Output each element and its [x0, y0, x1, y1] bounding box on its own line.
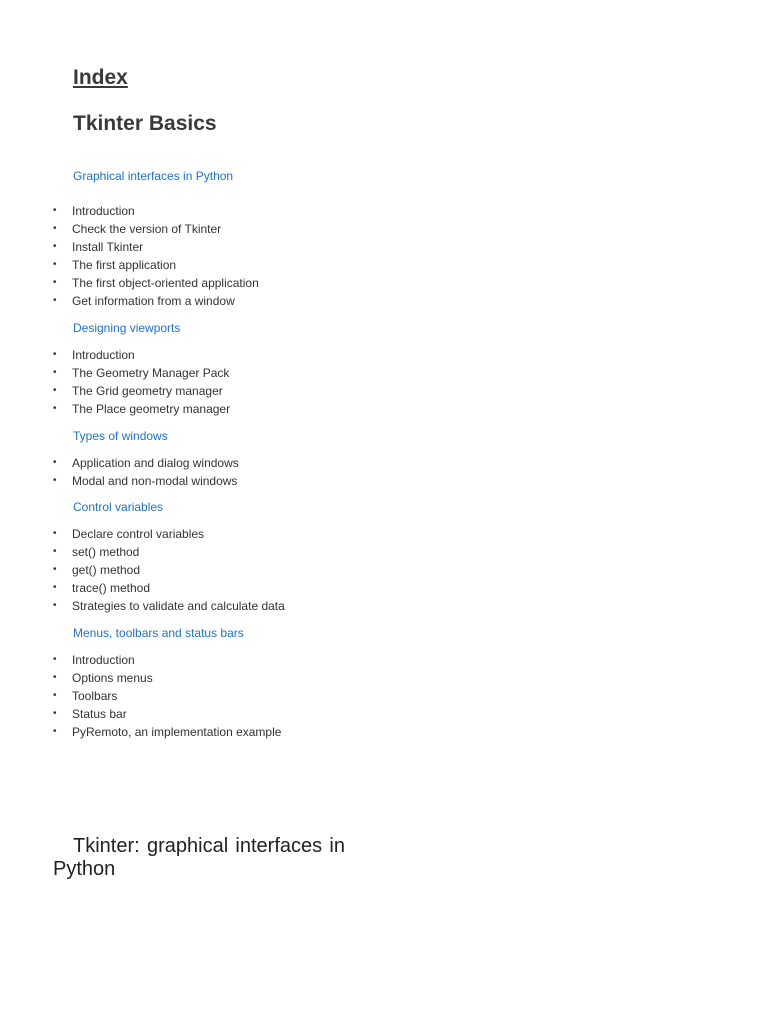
list-item-label: Modal and non-modal windows [72, 474, 238, 488]
section-heading-control-variables[interactable]: Control variables [73, 500, 164, 514]
bullet-icon: • [53, 223, 57, 234]
bullet-icon: • [53, 528, 57, 539]
list-item-label: The first application [72, 258, 177, 272]
list-item-label: trace() method [72, 581, 151, 595]
list-item [0, 400, 230, 418]
bullet-icon: • [53, 726, 57, 737]
list-item [0, 705, 281, 723]
list-item-label: Declare control variables [72, 527, 205, 541]
list-item [0, 561, 285, 579]
list-item-label: Check the version of Tkinter [72, 222, 222, 236]
bullet-icon: • [53, 564, 57, 575]
section-heading-graphical-interfaces[interactable]: Graphical interfaces in Python [73, 169, 234, 183]
bullet-icon: • [53, 205, 57, 216]
section-list-control-variables [0, 525, 285, 615]
list-item-label: Toolbars [72, 689, 118, 703]
index-title: Index [73, 66, 128, 89]
list-item-label: Get information from a window [72, 294, 235, 308]
list-item [0, 346, 230, 364]
list-item-label: Introduction [72, 204, 135, 218]
bullet-icon: • [53, 349, 57, 360]
list-item-label: Application and dialog windows [72, 456, 239, 470]
bullet-icon: • [53, 690, 57, 701]
list-item [0, 687, 281, 705]
list-item-label: The Grid geometry manager [72, 384, 223, 398]
bullet-icon: • [53, 600, 57, 611]
bullet-icon: • [53, 295, 57, 306]
section-list-graphical-interfaces [0, 202, 259, 310]
list-item [0, 292, 259, 310]
list-item [0, 525, 285, 543]
section-heading-types-of-windows[interactable]: Types of windows [73, 429, 168, 443]
bullet-icon: • [53, 367, 57, 378]
bullet-icon: • [53, 385, 57, 396]
list-item-label: Strategies to validate and calculate data [72, 599, 285, 613]
section-list-types-of-windows [0, 454, 239, 490]
bullet-icon: • [53, 708, 57, 719]
list-item [0, 472, 239, 490]
bullet-icon: • [53, 672, 57, 683]
bullet-icon: • [53, 475, 57, 486]
list-item-label: Status bar [72, 707, 127, 721]
list-item-label: Introduction [72, 348, 135, 362]
list-item [0, 220, 259, 238]
list-item [0, 238, 259, 256]
bullet-icon: • [53, 457, 57, 468]
list-item-label: The Place geometry manager [72, 402, 231, 416]
book-title: Tkinter Basics [73, 112, 217, 135]
bullet-icon: • [53, 582, 57, 593]
list-item [0, 669, 281, 687]
list-item [0, 579, 285, 597]
list-item [0, 651, 281, 669]
bullet-icon: • [53, 259, 57, 270]
bullet-icon: • [53, 546, 57, 557]
list-item [0, 454, 239, 472]
list-item-label: Introduction [72, 653, 135, 667]
list-item-label: set() method [72, 545, 140, 559]
list-item [0, 382, 230, 400]
bullet-icon: • [53, 241, 57, 252]
list-item [0, 256, 259, 274]
list-item-label: The Geometry Manager Pack [72, 366, 230, 380]
list-item-label: The first object-oriented application [72, 276, 259, 290]
list-item [0, 274, 259, 292]
list-item-label: PyRemoto, an implementation example [72, 725, 282, 739]
section-list-menus-toolbars [0, 651, 281, 741]
list-item [0, 202, 259, 220]
list-item [0, 597, 285, 615]
list-item [0, 543, 285, 561]
list-item-label: Install Tkinter [72, 240, 144, 254]
section-heading-menus-toolbars[interactable]: Menus, toolbars and status bars [73, 626, 244, 640]
list-item-label: get() method [72, 563, 141, 577]
chapter-heading: Tkinter: graphical interfaces in Python [53, 835, 345, 880]
bullet-icon: • [53, 654, 57, 665]
bullet-icon: • [53, 277, 57, 288]
section-heading-designing-viewports[interactable]: Designing viewports [73, 321, 181, 335]
section-list-designing-viewports [0, 346, 230, 418]
list-item [0, 723, 281, 741]
list-item [0, 364, 230, 382]
list-item-label: Options menus [72, 671, 153, 685]
bullet-icon: • [53, 403, 57, 414]
